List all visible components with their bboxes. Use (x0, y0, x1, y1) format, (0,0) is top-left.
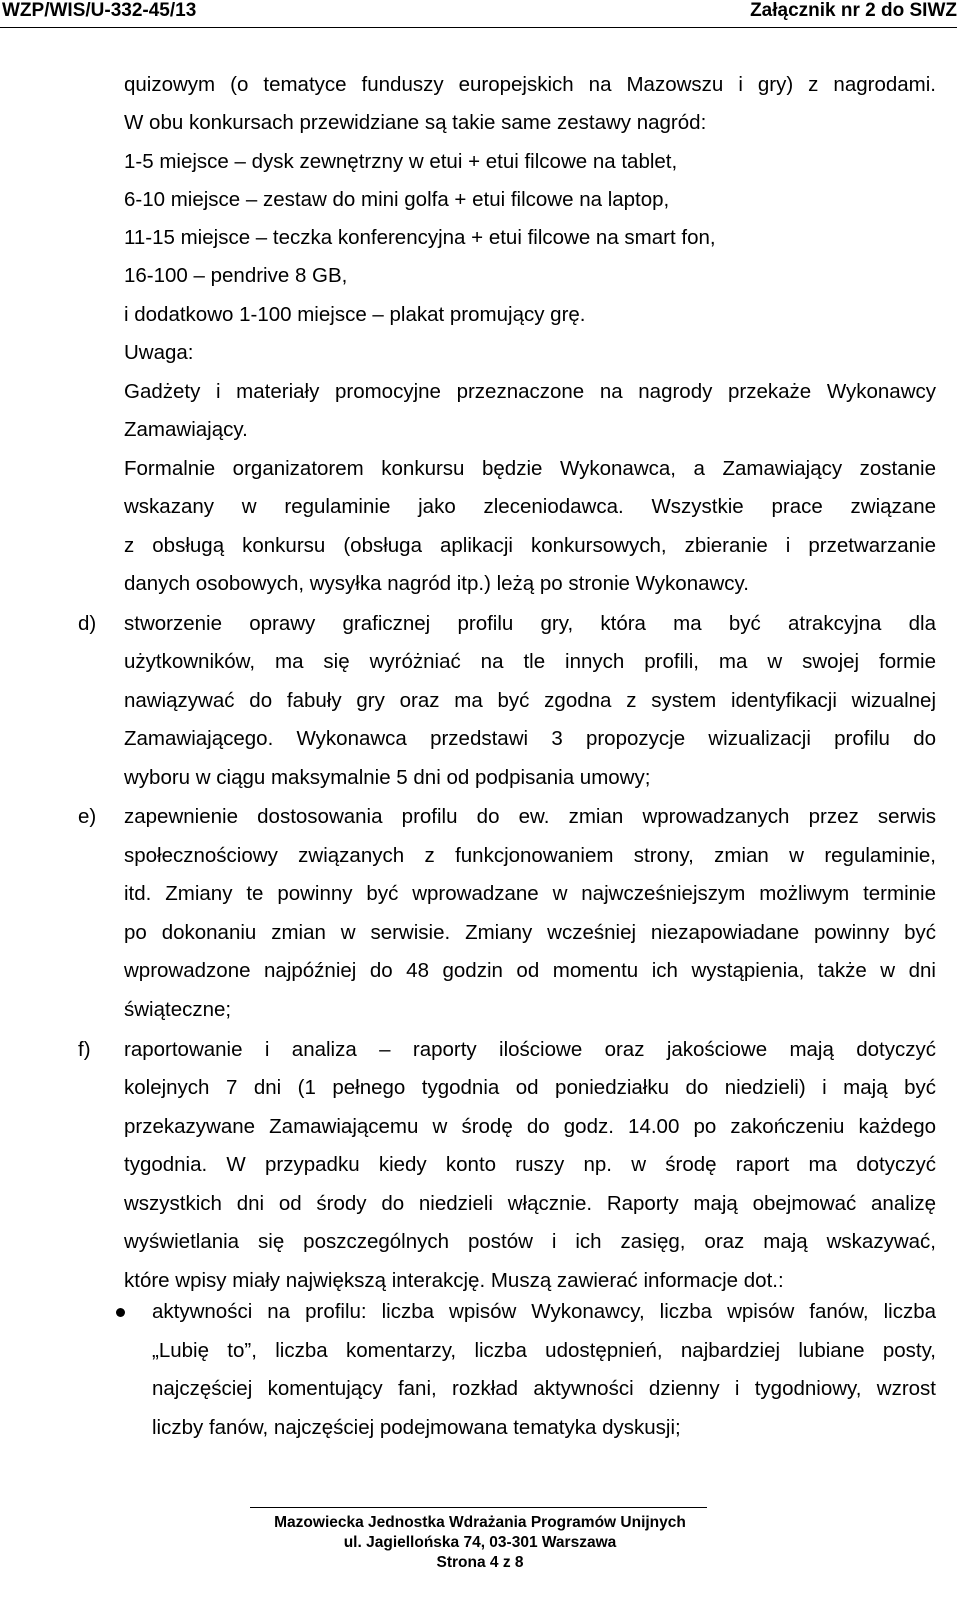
page-header (2, 0, 957, 22)
intro-line: quizowym (o tematyce funduszy europejskich na Mazowszu i gry) z nagrodami. (124, 73, 936, 96)
paragraph-line: wskazany w regulaminie jako zleceniodawca. Wszystkie prace związane (124, 495, 936, 518)
item-f-line: raportowanie i analiza – raporty ilościowe oraz jakościowe mają dotyczyć (124, 1038, 936, 1061)
page-number: Strona 4 z 8 (436, 1554, 524, 1571)
footer-divider (250, 1507, 707, 1508)
item-e-line: zapewnienie dostosowania profilu do ew. zmian wprowadzanych przez serwis (124, 805, 936, 828)
paragraph-line: Formalnie organizatorem konkursu będzie Wykonawca, a Zamawiający zostanie (124, 457, 936, 480)
bullet-line: „Lubię to”, liczba komentarzy, liczba udostępnień, najbardziej lubiane posty, (152, 1339, 936, 1362)
item-f-line: kolejnych 7 dni (1 pełnego tygodnia od poniedziałku do niedzieli) i mają być (124, 1076, 936, 1099)
document-reference: WZP/WIS/U-332-45/13 (2, 0, 197, 21)
footer-organization: Mazowiecka Jednostka Wdrażania Programów Unijnych (274, 1514, 686, 1531)
item-f-line: wszystkich dni od środy do niedzieli włącznie. Raporty mają obejmować analizę (124, 1192, 936, 1215)
note-heading: Uwaga: (124, 341, 194, 364)
item-d-line: Zamawiającego. Wykonawca przedstawi 3 propozycje wizualizacji profilu do (124, 727, 936, 750)
item-f-line: które wpisy miały największą interakcję. Muszą zawierać informacje dot.: (124, 1269, 784, 1292)
bullet-line: liczby fanów, najczęściej podejmowana tematyka dyskusji; (152, 1416, 681, 1439)
attachment-label: Załącznik nr 2 do SIWZ (750, 0, 957, 21)
list-marker-f: f) (78, 1038, 91, 1061)
item-d-line: nawiązywać do fabuły gry oraz ma być zgodna z system identyfikacji wizualnej (124, 689, 936, 712)
footer-address: ul. Jagiellońska 74, 03-301 Warszawa (343, 1534, 617, 1551)
bullet-line: aktywności na profilu: liczba wpisów Wykonawcy, liczba wpisów fanów, liczba (152, 1300, 936, 1323)
item-f-line: przekazywane Zamawiającemu w środę do godz. 14.00 po zakończeniu każdego (124, 1115, 936, 1138)
item-d-line: wyboru w ciągu maksymalnie 5 dni od podpisania umowy; (124, 766, 651, 789)
item-f-line: tygodnia. W przypadku kiedy konto ruszy np. w środę raport ma dotyczyć (124, 1153, 936, 1176)
prize-line: 16-100 – pendrive 8 GB, (124, 264, 348, 287)
prize-line: 11-15 miejsce – teczka konferencyjna + etui filcowe na smart fon, (124, 226, 716, 249)
intro-line: W obu konkursach przewidziane są takie same zestawy nagród: (124, 111, 707, 134)
note-line: Gadżety i materiały promocyjne przeznaczone na nagrody przekaże Wykonawcy (124, 380, 936, 403)
item-f-line: wyświetlania się poszczególnych postów i ich zasięg, oraz mają wskazywać, (124, 1230, 936, 1253)
item-e-line: społecznościowy związanych z funkcjonowaniem strony, zmian w regulaminie, (124, 844, 936, 867)
paragraph-line: z obsługą konkursu (obsługa aplikacji konkursowych, zbieranie i przetwarzanie (124, 534, 936, 557)
item-e-line: świąteczne; (124, 998, 232, 1021)
prize-line: i dodatkowo 1-100 miejsce – plakat promujący grę. (124, 303, 586, 326)
bullet-point (116, 1308, 125, 1317)
item-e-line: po dokonaniu zmian w serwisie. Zmiany wcześniej niezapowiadane powinny być (124, 921, 936, 944)
list-marker-d: d) (78, 612, 97, 635)
item-e-line: wprowadzone najpóźniej do 48 godzin od momentu ich wystąpienia, także w dni (124, 959, 936, 982)
prize-line: 1-5 miejsce – dysk zewnętrzny w etui + etui filcowe na tablet, (124, 150, 678, 173)
item-d-line: stworzenie oprawy graficznej profilu gry, która ma być atrakcyjna dla (124, 612, 936, 635)
item-e-line: itd. Zmiany te powinny być wprowadzane w najwcześniejszym możliwym terminie (124, 882, 936, 905)
header-divider (0, 27, 957, 28)
list-marker-e: e) (78, 805, 97, 828)
paragraph-line: danych osobowych, wysyłka nagród itp.) leżą po stronie Wykonawcy. (124, 572, 749, 595)
prize-line: 6-10 miejsce – zestaw do mini golfa + etui filcowe na laptop, (124, 188, 670, 211)
bullet-line: najczęściej komentujący fani, rozkład aktywności dzienny i tygodniowy, wzrost (152, 1377, 936, 1400)
item-d-line: użytkowników, ma się wyróżniać na tle innych profili, ma w swojej formie (124, 650, 936, 673)
note-line: Zamawiający. (124, 418, 248, 441)
